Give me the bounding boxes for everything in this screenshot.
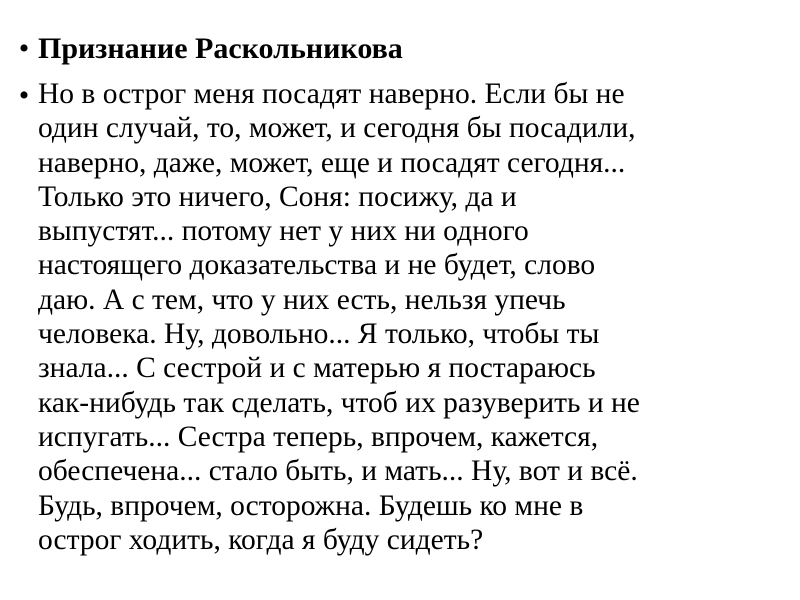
quote-line: знала... С сестрой и с матерью я постараюсь [38, 352, 596, 385]
bullet-list [12, 30, 782, 567]
bullet-icon: • [18, 79, 30, 112]
quote-line: наверно, даже, может, еще и посадят сегодня... [38, 146, 626, 179]
quote-line: Только это ничего, Соня: посижу, да и [38, 180, 517, 213]
quote-line: как-нибудь так сделать, чтоб их разуверить и не [38, 386, 640, 419]
quote-line: человека. Ну, довольно... Я только, чтобы ты [38, 318, 600, 351]
quote-line: один случай, то, может, и сегодня бы посадили, [38, 112, 636, 145]
quote-line: испугать... Сестра теперь, впрочем, кажется, [38, 420, 599, 453]
quote-line: выпустят... потому нет у них ни одного [38, 215, 529, 248]
quote-line: Но в острог меня посадят наверно. Если бы не [38, 78, 625, 110]
slide-title: Признание Раскольникова [38, 32, 403, 65]
bullet-item-quote [12, 77, 782, 557]
quote-line: Будь, впрочем, осторожна. Будешь ко мне в [38, 489, 584, 522]
quote-line: даю. А с тем, что у них есть, нельзя упечь [38, 283, 566, 316]
bullet-icon: • [18, 32, 30, 65]
bullet-item-title [12, 30, 782, 67]
quote-line: обеспечена... стало быть, и мать... Ну, вот и всё. [38, 455, 638, 488]
quote-text [38, 77, 782, 557]
quote-line: острог ходить, когда я буду сидеть? [38, 523, 484, 556]
quote-line: настоящего доказательства и не будет, слово [38, 249, 596, 282]
